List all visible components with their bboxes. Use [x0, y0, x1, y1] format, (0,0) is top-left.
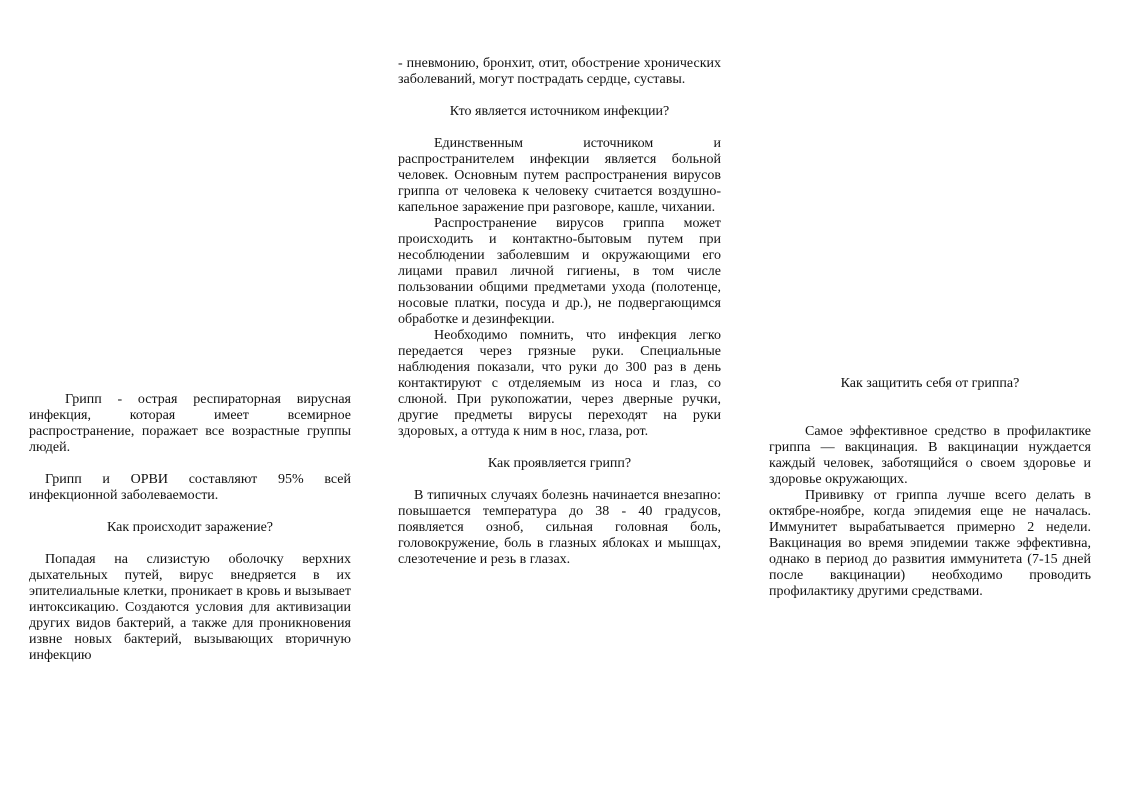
paragraph-contact-transmission: Распространение вирусов гриппа может происходить и контактно-бытовым путем при несоблюдении заболевшим и окружающими его лицами правил личной гигиены, в том числе пользовании общими предметами ухода (полотенце, носовые платки, посуда и др.), не подвергающимся обработке и дезинфекции. [398, 216, 721, 327]
heading-how-infection: Как происходит заражение? [106, 520, 274, 535]
paragraph-vaccination-timing: Прививку от гриппа лучше всего делать в октябре-ноябре, когда эпидемия еще не началась. Иммунитет вырабатывается примерно 2 недели. Вакцинация во время эпидемии также эффективна, однако в период до развития иммунитета (7-15 дней после вакцинации) необходимо проводить профилактику другими средствами. [769, 488, 1091, 599]
paragraph-source-person: Единственным источником и распространителем инфекции является больной человек. Основным путем распространения вирусов гриппа от человека к человеку считается воздушно-капельное заражение при разговоре, кашле, чихании. [398, 136, 721, 215]
paragraph-vaccination: Самое эффективное средство в профилактике гриппа — вакцинация. В вакцинации нуждается каждый человек, заботящийся о своем здоровье и здоровье окружающих. [769, 424, 1091, 487]
heading-protection: Как защитить себя от гриппа? [840, 376, 1020, 391]
heading-infection-source: Кто является источником инфекции? [449, 104, 670, 119]
paragraph-symptoms: В типичных случаях болезнь начинается внезапно: повышается температура до 38 - 40 градусов, появляется озноб, сильная головная боль, головокружение, боль в глазных яблоках и мышцах, слезотечение и резь в глазах. [398, 488, 721, 567]
column-right [769, 376, 1091, 600]
paragraph-flu-statistics: Грипп и ОРВИ составляют 95% всей инфекционной заболеваемости. [29, 472, 351, 503]
paragraph-infection-process: Попадая на слизистую оболочку верхних дыхательных путей, вирус внедряется в их эпителиальные клетки, проникает в кровь и вызывает интоксикацию. Создаются условия для активизации других видов бактерий, а также для проникновения извне новых бактерий, вызывающих вторичную инфекцию [29, 552, 351, 663]
column-left [29, 392, 351, 664]
paragraph-flu-definition: Грипп - острая респираторная вирусная инфекция, которая имеет всемирное распространение, поражает все возрастные группы людей. [29, 392, 351, 455]
column-middle [398, 56, 721, 568]
paragraph-complications: - пневмонию, бронхит, отит, обострение хронических заболеваний, могут пострадать сердце, суставы. [398, 56, 721, 87]
paragraph-dirty-hands: Необходимо помнить, что инфекция легко передается через грязные руки. Специальные наблюдения показали, что руки до 300 раз в день контактируют с отделяемым из носа и глаз, со слюной. При рукопожатии, через дверные ручки, другие предметы вирусы переходят на руки здоровых, а оттуда к ним в нос, глаза, рот. [398, 328, 721, 439]
heading-symptoms: Как проявляется грипп? [487, 456, 632, 471]
